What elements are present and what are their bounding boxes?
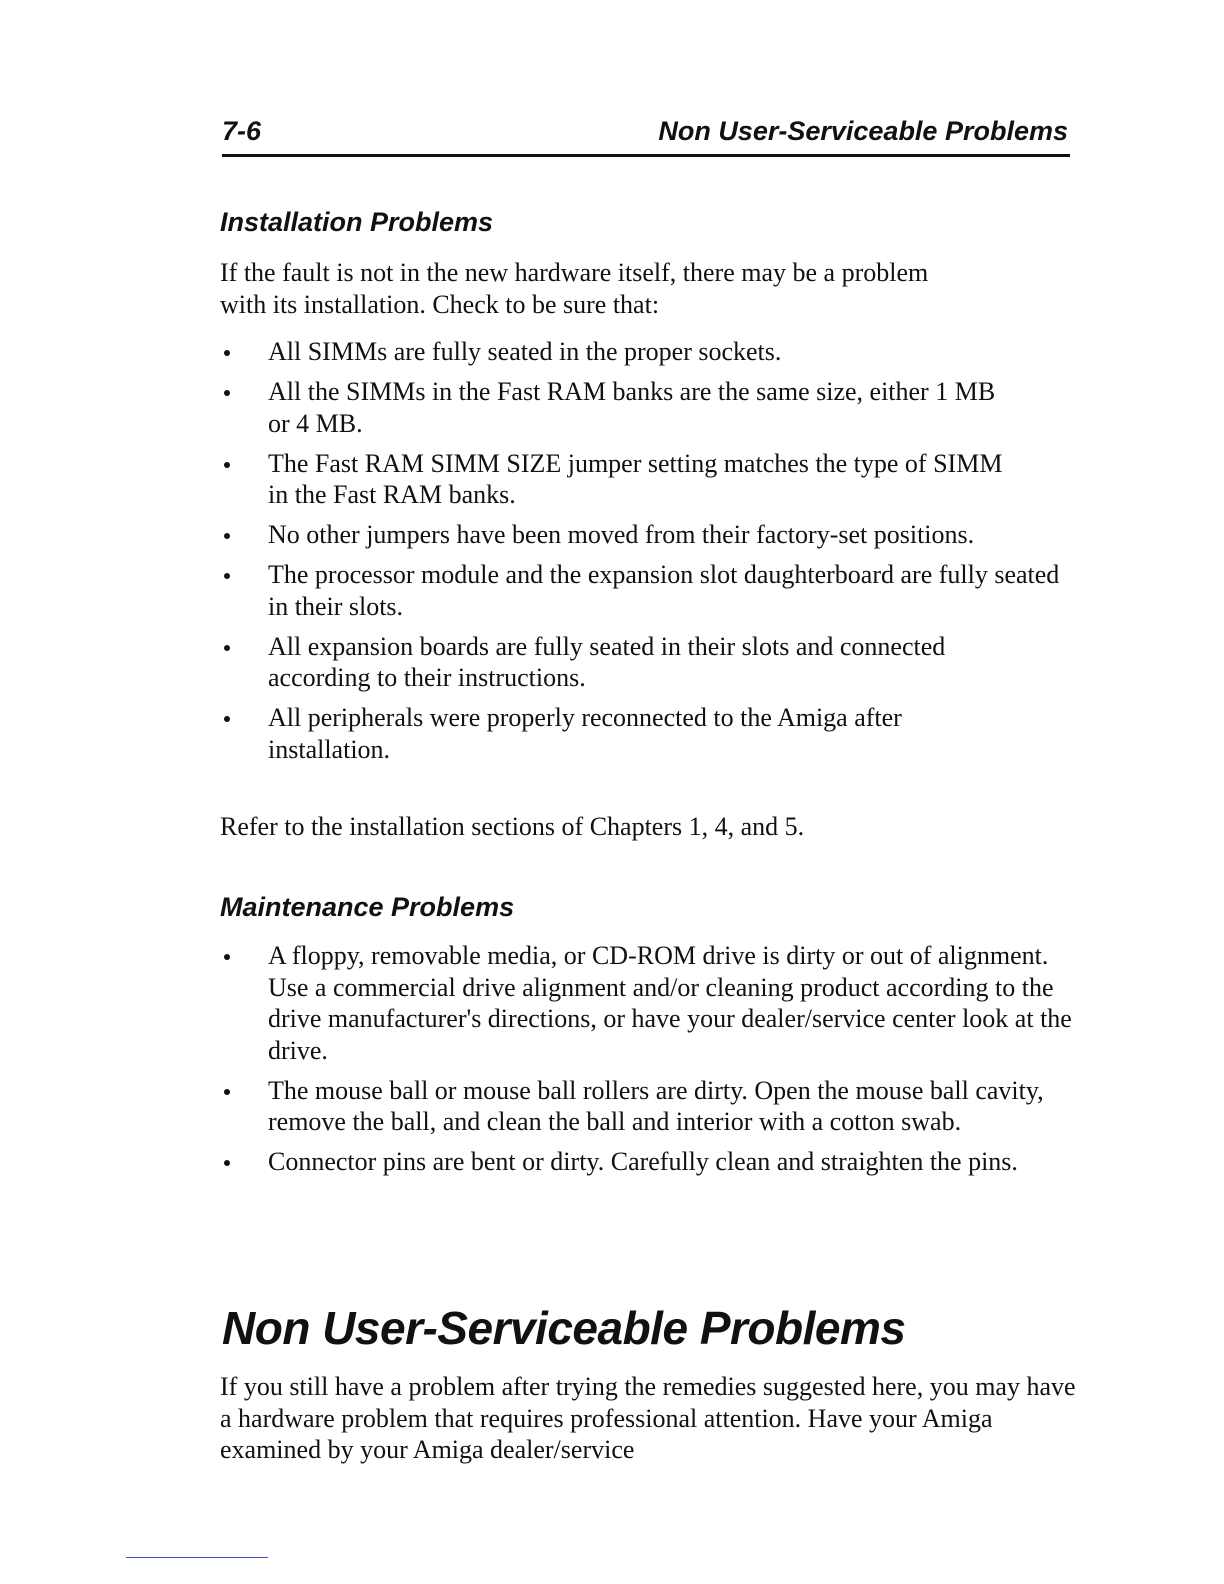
list-item (220, 940, 1080, 1066)
list-item-text: The processor module and the expansion slot daughterboard are fully seated in their slots. (268, 560, 1060, 621)
list-item (220, 448, 1080, 511)
list-item (220, 702, 1080, 765)
list-item (220, 519, 1080, 551)
list-item (220, 1075, 1080, 1138)
list-item-text: All the SIMMs in the Fast RAM banks are the same size, either 1 MB or 4 MB. (268, 377, 996, 438)
list-item (220, 559, 1080, 622)
bullet-icon (224, 645, 230, 651)
bullet-icon (224, 390, 230, 396)
maintenance-heading: Maintenance Problems (220, 892, 515, 922)
list-item-text: All peripherals were properly reconnected to the Amiga after installation. (268, 703, 902, 764)
installation-refer: Refer to the installation sections of Chapters 1, 4, and 5. (220, 812, 805, 841)
bullet-icon (224, 573, 230, 579)
list-item (220, 631, 1080, 694)
installation-checklist (220, 336, 1080, 774)
non-user-serviceable-heading: Non User-Serviceable Problems (222, 1302, 906, 1354)
bullet-icon (224, 716, 230, 722)
bullet-icon (224, 1089, 230, 1095)
list-item (220, 376, 1080, 439)
installation-intro: If the fault is not in the new hardware itself, there may be a problem with its installation. Check to be sure that: (220, 258, 929, 319)
list-item (220, 336, 1080, 368)
list-item-text: A floppy, removable media, or CD-ROM drive is dirty or out of alignment. Use a commercial drive alignment and/or cleaning product according to the drive manufacturer's directions, or have your dealer/service center look at the drive. (268, 941, 1072, 1065)
running-title: Non User-Serviceable Problems (658, 116, 1068, 146)
list-item-text: Connector pins are bent or dirty. Carefully clean and straighten the pins. (268, 1147, 1018, 1176)
bullet-icon (224, 1160, 230, 1166)
maintenance-checklist (220, 940, 1080, 1186)
list-item (220, 1146, 1080, 1178)
bullet-icon (224, 350, 230, 356)
non-user-serviceable-body: If you still have a problem after trying the remedies suggested here, you may have a hardware problem that requires professional attention. Have your Amiga examined by your Amiga dealer/service (220, 1372, 1076, 1464)
list-item-text: The Fast RAM SIMM SIZE jumper setting matches the type of SIMM in the Fast RAM banks. (268, 448, 1003, 509)
list-item-text: No other jumpers have been moved from their factory-set positions. (268, 520, 975, 549)
footnote-rule (126, 1557, 268, 1558)
list-item-text: The mouse ball or mouse ball rollers are dirty. Open the mouse ball cavity, remove the ball, and clean the ball and interior with a cotton swab. (268, 1075, 1044, 1136)
list-item-text: All SIMMs are fully seated in the proper sockets. (268, 337, 782, 366)
installation-heading: Installation Problems (220, 207, 494, 237)
page-number: 7-6 (222, 116, 262, 146)
bullet-icon (224, 462, 230, 468)
bullet-icon (224, 954, 230, 960)
running-header (222, 116, 1070, 157)
bullet-icon (224, 533, 230, 539)
list-item-text: All expansion boards are fully seated in their slots and connected according to their instructions. (268, 631, 946, 692)
